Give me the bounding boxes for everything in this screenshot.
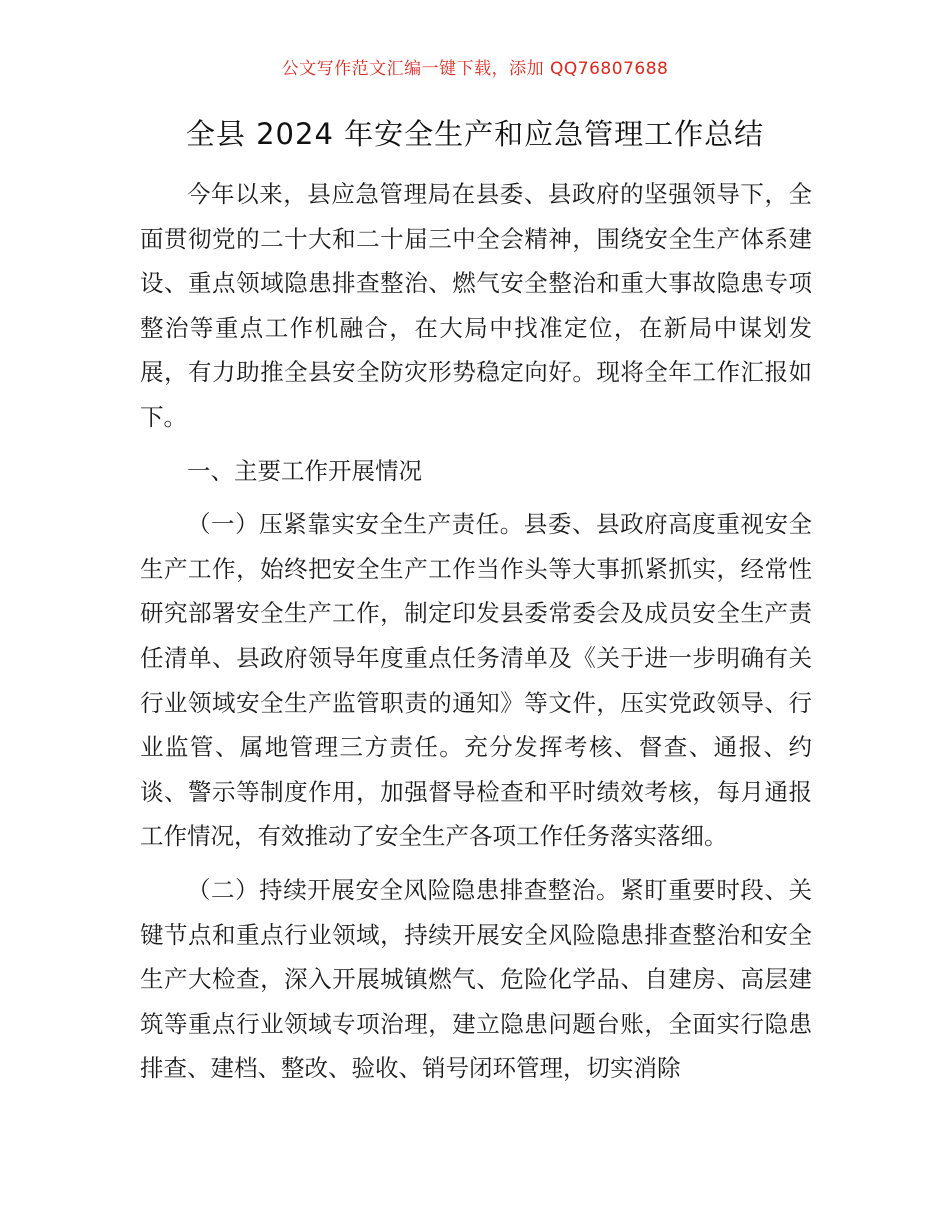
intro-paragraph: 今年以来，县应急管理局在县委、县政府的坚强领导下，全面贯彻党的二十大和二十届三中全会精神，围绕安全生产体系建设、重点领域隐患排查整治、燃气安全整治和重大事故隐患专项整治等重点工作机融合，在大局中找准定位，在新局中谋划发展，有力助推全县安全防灾形势稳定向好。现将全年工作汇报如下。 (140, 180, 812, 431)
section-heading: 一、主要工作开展情况 (187, 456, 422, 485)
document-body (140, 172, 812, 1091)
download-banner: 公文写作范文汇编一键下载，添加 QQ76807688 (281, 59, 669, 79)
item-2-paragraph: （二）持续开展安全风险隐患排查整治。紧盯重要时段、关键节点和重点行业领域，持续开展安全风险隐患排查整治和安全生产大检查，深入开展城镇燃气、危险化学品、自建房、高层建筑等重点行业领域专项治理，建立隐患问题台账，全面实行隐患排查、建档、整改、验收、销号闭环管理，切实消除 (140, 875, 812, 1083)
item-1-paragraph: （一）压紧靠实安全生产责任。县委、县政府高度重视安全生产工作，始终把安全生产工作当作头等大事抓紧抓实，经常性研究部署安全生产工作，制定印发县委常委会及成员安全生产责任清单、县政府领导年度重点任务清单及《关于进一步明确有关行业领域安全生产监管职责的通知》等文件，压实党政领导、行业监管、属地管理三方责任。充分发挥考核、督查、通报、约谈、警示等制度作用，加强督导检查和平时绩效考核，每月通报工作情况，有效推动了安全生产各项工作任务落实落细。 (140, 510, 812, 851)
document-title: 全县 2024 年安全生产和应急管理工作总结 (185, 117, 765, 151)
